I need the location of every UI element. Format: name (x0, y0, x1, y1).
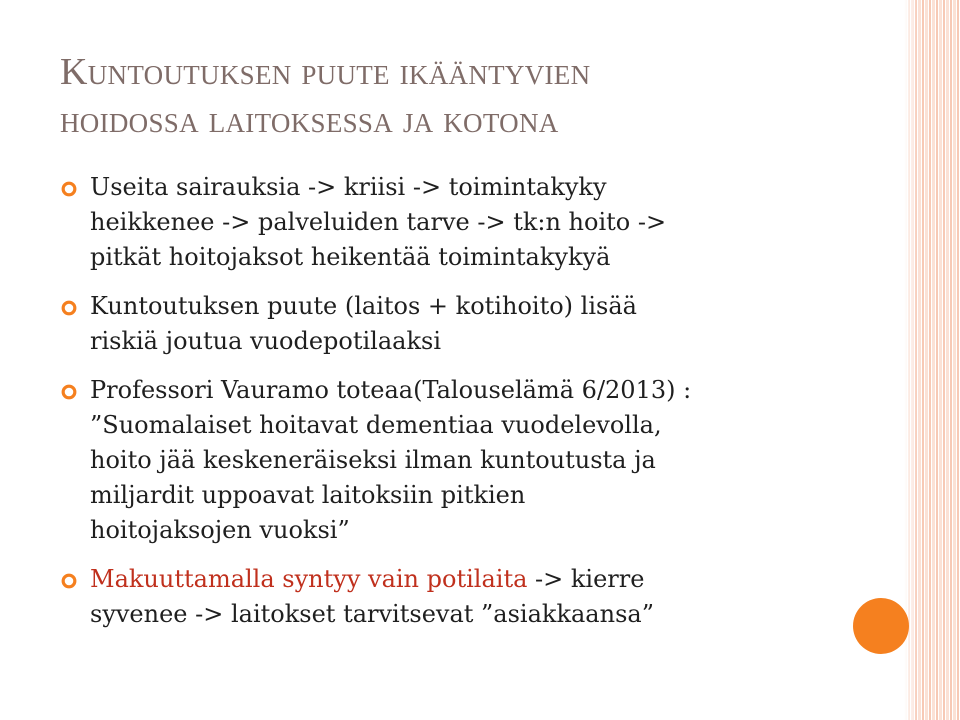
decorative-orange-circle (853, 598, 909, 654)
bullet-line: riskiä joutua vuodepotilaaksi (90, 327, 441, 355)
slide-title (60, 48, 880, 144)
ring-bullet-icon (60, 383, 78, 401)
bullet-line: hoito jää keskeneräiseksi ilman kuntoutusta ja (90, 446, 656, 474)
title-line: hoidossa laitoksessa ja kotona (60, 99, 559, 141)
bullet-item (60, 562, 850, 632)
highlight-text: Makuuttamalla syntyy vain potilaita (90, 565, 528, 593)
bullet-text: -> kierre (527, 565, 645, 593)
ring-bullet-icon (60, 299, 78, 317)
bullet-line: hoitojaksojen vuoksi” (90, 516, 350, 544)
title-line: Kuntoutuksen puute ikääntyvien (60, 51, 591, 93)
bullet-line: heikkenee -> palveluiden tarve -> tk:n hoito -> (90, 208, 667, 236)
bullet-line (90, 562, 850, 597)
bullet-item (60, 170, 850, 275)
bullet-line: miljardit uppoavat laitoksiin pitkien (90, 481, 526, 509)
decorative-stripes (904, 0, 960, 720)
bullet-line: syvenee -> laitokset tarvitsevat ”asiakkaansa” (90, 600, 654, 628)
ring-bullet-icon (60, 572, 78, 590)
bullet-line: Useita sairauksia -> kriisi -> toimintakyky (90, 173, 607, 201)
bullet-line: Professori Vauramo toteaa(Talouselämä 6/2013) : (90, 376, 692, 404)
bullet-line: Kuntoutuksen puute (laitos + kotihoito) lisää (90, 292, 637, 320)
bullet-line: ”Suomalaiset hoitavat dementiaa vuodelevolla, (90, 411, 662, 439)
ring-bullet-icon (60, 180, 78, 198)
bullet-item (60, 289, 850, 359)
bullet-item (60, 373, 850, 548)
bullet-list (60, 170, 850, 646)
bullet-line: pitkät hoitojaksot heikentää toimintakykyä (90, 243, 611, 271)
